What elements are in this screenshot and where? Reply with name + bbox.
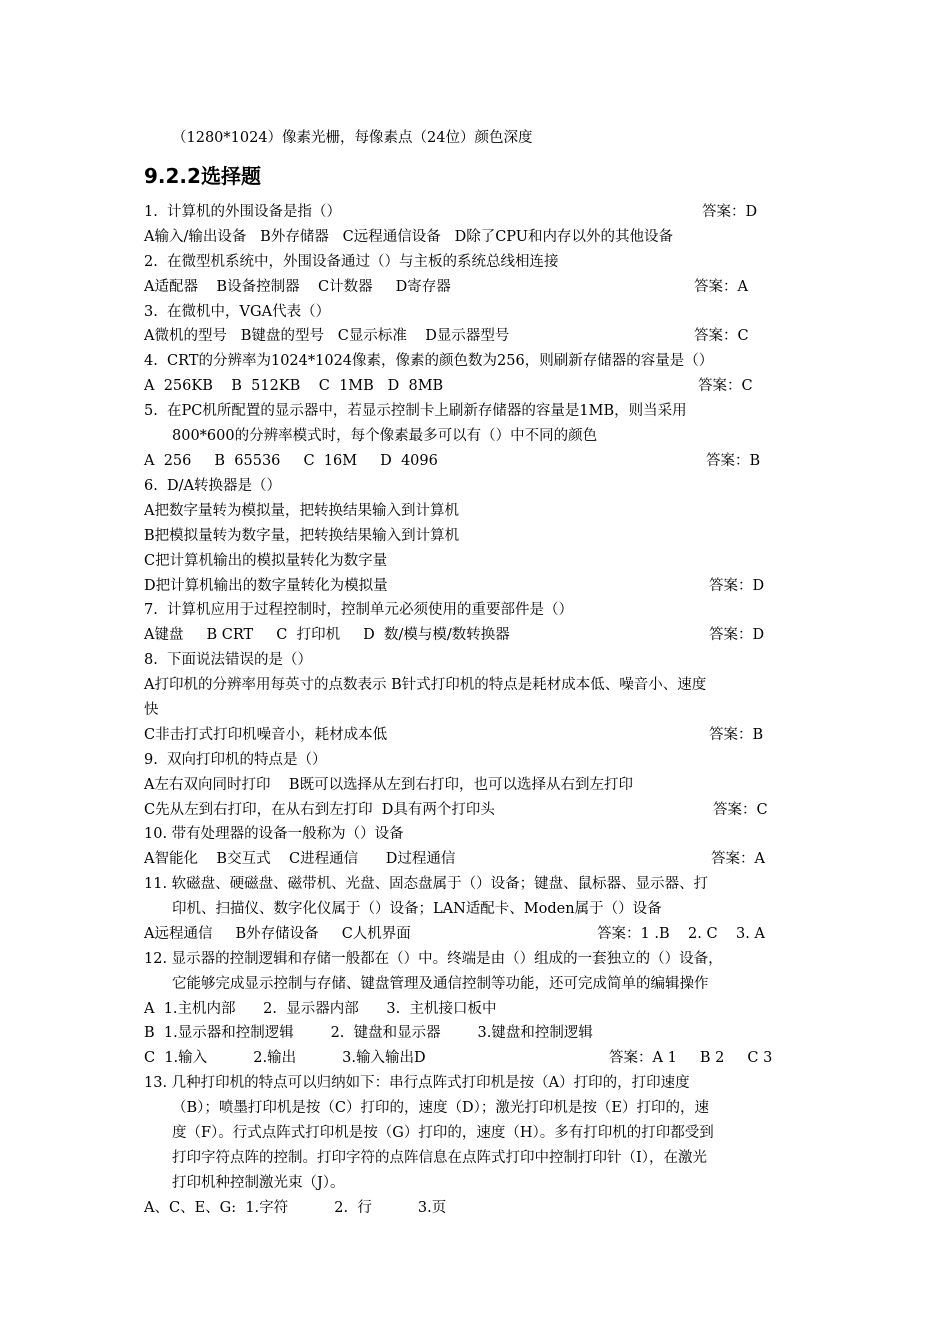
q11-answer: 答案：1 .B 2. C 3. A <box>597 926 765 942</box>
q5-answer: 答案：B <box>706 453 761 469</box>
q4-options: A 256KB B 512KB C 1MB D 8MB <box>144 378 444 394</box>
intro-line: （1280*1024）像素光栅，每像素点（24位）颜色深度 <box>172 130 533 146</box>
q12-answer: 答案：A 1 B 2 C 3 <box>609 1050 773 1066</box>
q13-options-aceg: A、C、E、G: 1.字符 2. 行 3.页 <box>144 1200 447 1216</box>
q5-stem-cont: 800*600的分辨率模式时，每个像素最多可以有（）中不同的颜色 <box>172 428 598 444</box>
q2-answer: 答案：A <box>694 279 748 295</box>
q12-stem: 12. 显示器的控制逻辑和存储一般都在（）中。终端是由（）组成的一套独立的（）设备， <box>144 951 723 967</box>
q1-answer: 答案：D <box>702 204 758 220</box>
q11-options: A远程通信 B外存储设备 C人机界面 <box>144 926 411 942</box>
q10-stem: 10. 带有处理器的设备一般称为（）设备 <box>144 826 404 842</box>
q12-option-b: B 1.显示器和控制逻辑 2. 键盘和显示器 3.键盘和控制逻辑 <box>144 1025 593 1041</box>
q2-options: A适配器 B设备控制器 C计数器 D寄存器 <box>144 279 451 295</box>
q1-options: A输入/输出设备 B外存储器 C远程通信设备 D除了CPU和内存以外的其他设备 <box>144 229 674 245</box>
q6-answer: 答案：D <box>709 578 765 594</box>
q9-stem: 9. 双向打印机的特点是（） <box>144 752 327 768</box>
q12-option-a: A 1.主机内部 2. 显示器内部 3. 主机接口板中 <box>144 1001 497 1017</box>
q11-stem: 11. 软磁盘、硬磁盘、磁带机、光盘、固态盘属于（）设备；键盘、鼠标器、显示器、打 <box>144 876 709 892</box>
q5-stem: 5. 在PC机所配置的显示器中，若显示控制卡上刷新存储器的容量是1MB，则当采用 <box>144 403 687 419</box>
q8-options-ab: A打印机的分辨率用每英寸的点数表示 B针式打印机的特点是耗材成本低、噪音小、速度 <box>144 677 707 693</box>
q13-stem-cont-1: （B）；喷墨打印机是按（C）打印的，速度（D）；激光打印机是按（E）打印的，速 <box>172 1100 709 1116</box>
q4-answer: 答案：C <box>698 378 753 394</box>
q10-options: A智能化 B交互式 C进程通信 D过程通信 <box>144 851 456 867</box>
q9-options-cd: C先从左到右打印，在从右到左打印 D具有两个打印头 <box>144 802 495 818</box>
q3-options: A微机的型号 B键盘的型号 C显示标准 D显示器型号 <box>144 328 510 344</box>
q8-option-c: C非击打式打印机噪音小，耗材成本低 <box>144 727 388 743</box>
section-heading: 9.2.2选择题 <box>144 164 261 188</box>
q13-stem-cont-2: 度（F）。行式点阵式打印机是按（G）打印的，速度（H）。多有打印机的打印都受到 <box>172 1125 714 1141</box>
q4-stem: 4. CRT的分辨率为1024*1024像素，像素的颜色数为256，则刷新存储器的容量是（） <box>144 353 714 369</box>
q8-stem: 8. 下面说法错误的是（） <box>144 652 313 668</box>
q6-option-a: A把数字量转为模拟量，把转换结果输入到计算机 <box>144 503 459 519</box>
q12-stem-cont: 它能够完成显示控制与存储、键盘管理及通信控制等功能，还可完成简单的编辑操作 <box>172 976 709 992</box>
q3-answer: 答案：C <box>694 328 749 344</box>
q6-option-b: B把模拟量转为数字量，把转换结果输入到计算机 <box>144 528 460 544</box>
q6-option-c: C把计算机输出的模拟量转化为数字量 <box>144 553 388 569</box>
q6-option-d: D把计算机输出的数字量转化为模拟量 <box>144 578 388 594</box>
q7-stem: 7. 计算机应用于过程控制时，控制单元必须使用的重要部件是（） <box>144 602 574 618</box>
q13-stem-cont-4: 打印机种控制激光束（J）。 <box>172 1175 345 1191</box>
q7-answer: 答案：D <box>709 627 765 643</box>
q9-options-ab: A左右双向同时打印 B既可以选择从左到右打印，也可以选择从右到左打印 <box>144 777 634 793</box>
q1-stem: 1. 计算机的外围设备是指（） <box>144 204 342 220</box>
q8-answer: 答案：B <box>709 727 764 743</box>
q11-stem-cont: 印机、扫描仪、数字化仪属于（）设备；LAN适配卡、Moden属于（）设备 <box>172 901 662 917</box>
q13-stem: 13. 几种打印机的特点可以归纳如下：串行点阵式打印机是按（A）打印的，打印速度 <box>144 1075 690 1091</box>
q10-answer: 答案：A <box>711 851 765 867</box>
q9-answer: 答案：C <box>713 802 768 818</box>
q8-options-ab-cont: 快 <box>144 702 159 718</box>
q2-stem: 2. 在微型机系统中，外围设备通过（）与主板的系统总线相连接 <box>144 254 559 270</box>
q13-stem-cont-3: 打印字符点阵的控制。打印字符的点阵信息在点阵式打印中控制打印针（I），在激光 <box>172 1150 707 1166</box>
q5-options: A 256 B 65536 C 16M D 4096 <box>144 453 438 469</box>
q12-option-c: C 1.输入 2.输出 3.输入输出D <box>144 1050 426 1066</box>
q3-stem: 3. 在微机中，VGA代表（） <box>144 304 331 320</box>
q6-stem: 6. D/A转换器是（） <box>144 478 282 494</box>
q7-options: A键盘 B CRT C 打印机 D 数/模与模/数转换器 <box>144 627 510 643</box>
